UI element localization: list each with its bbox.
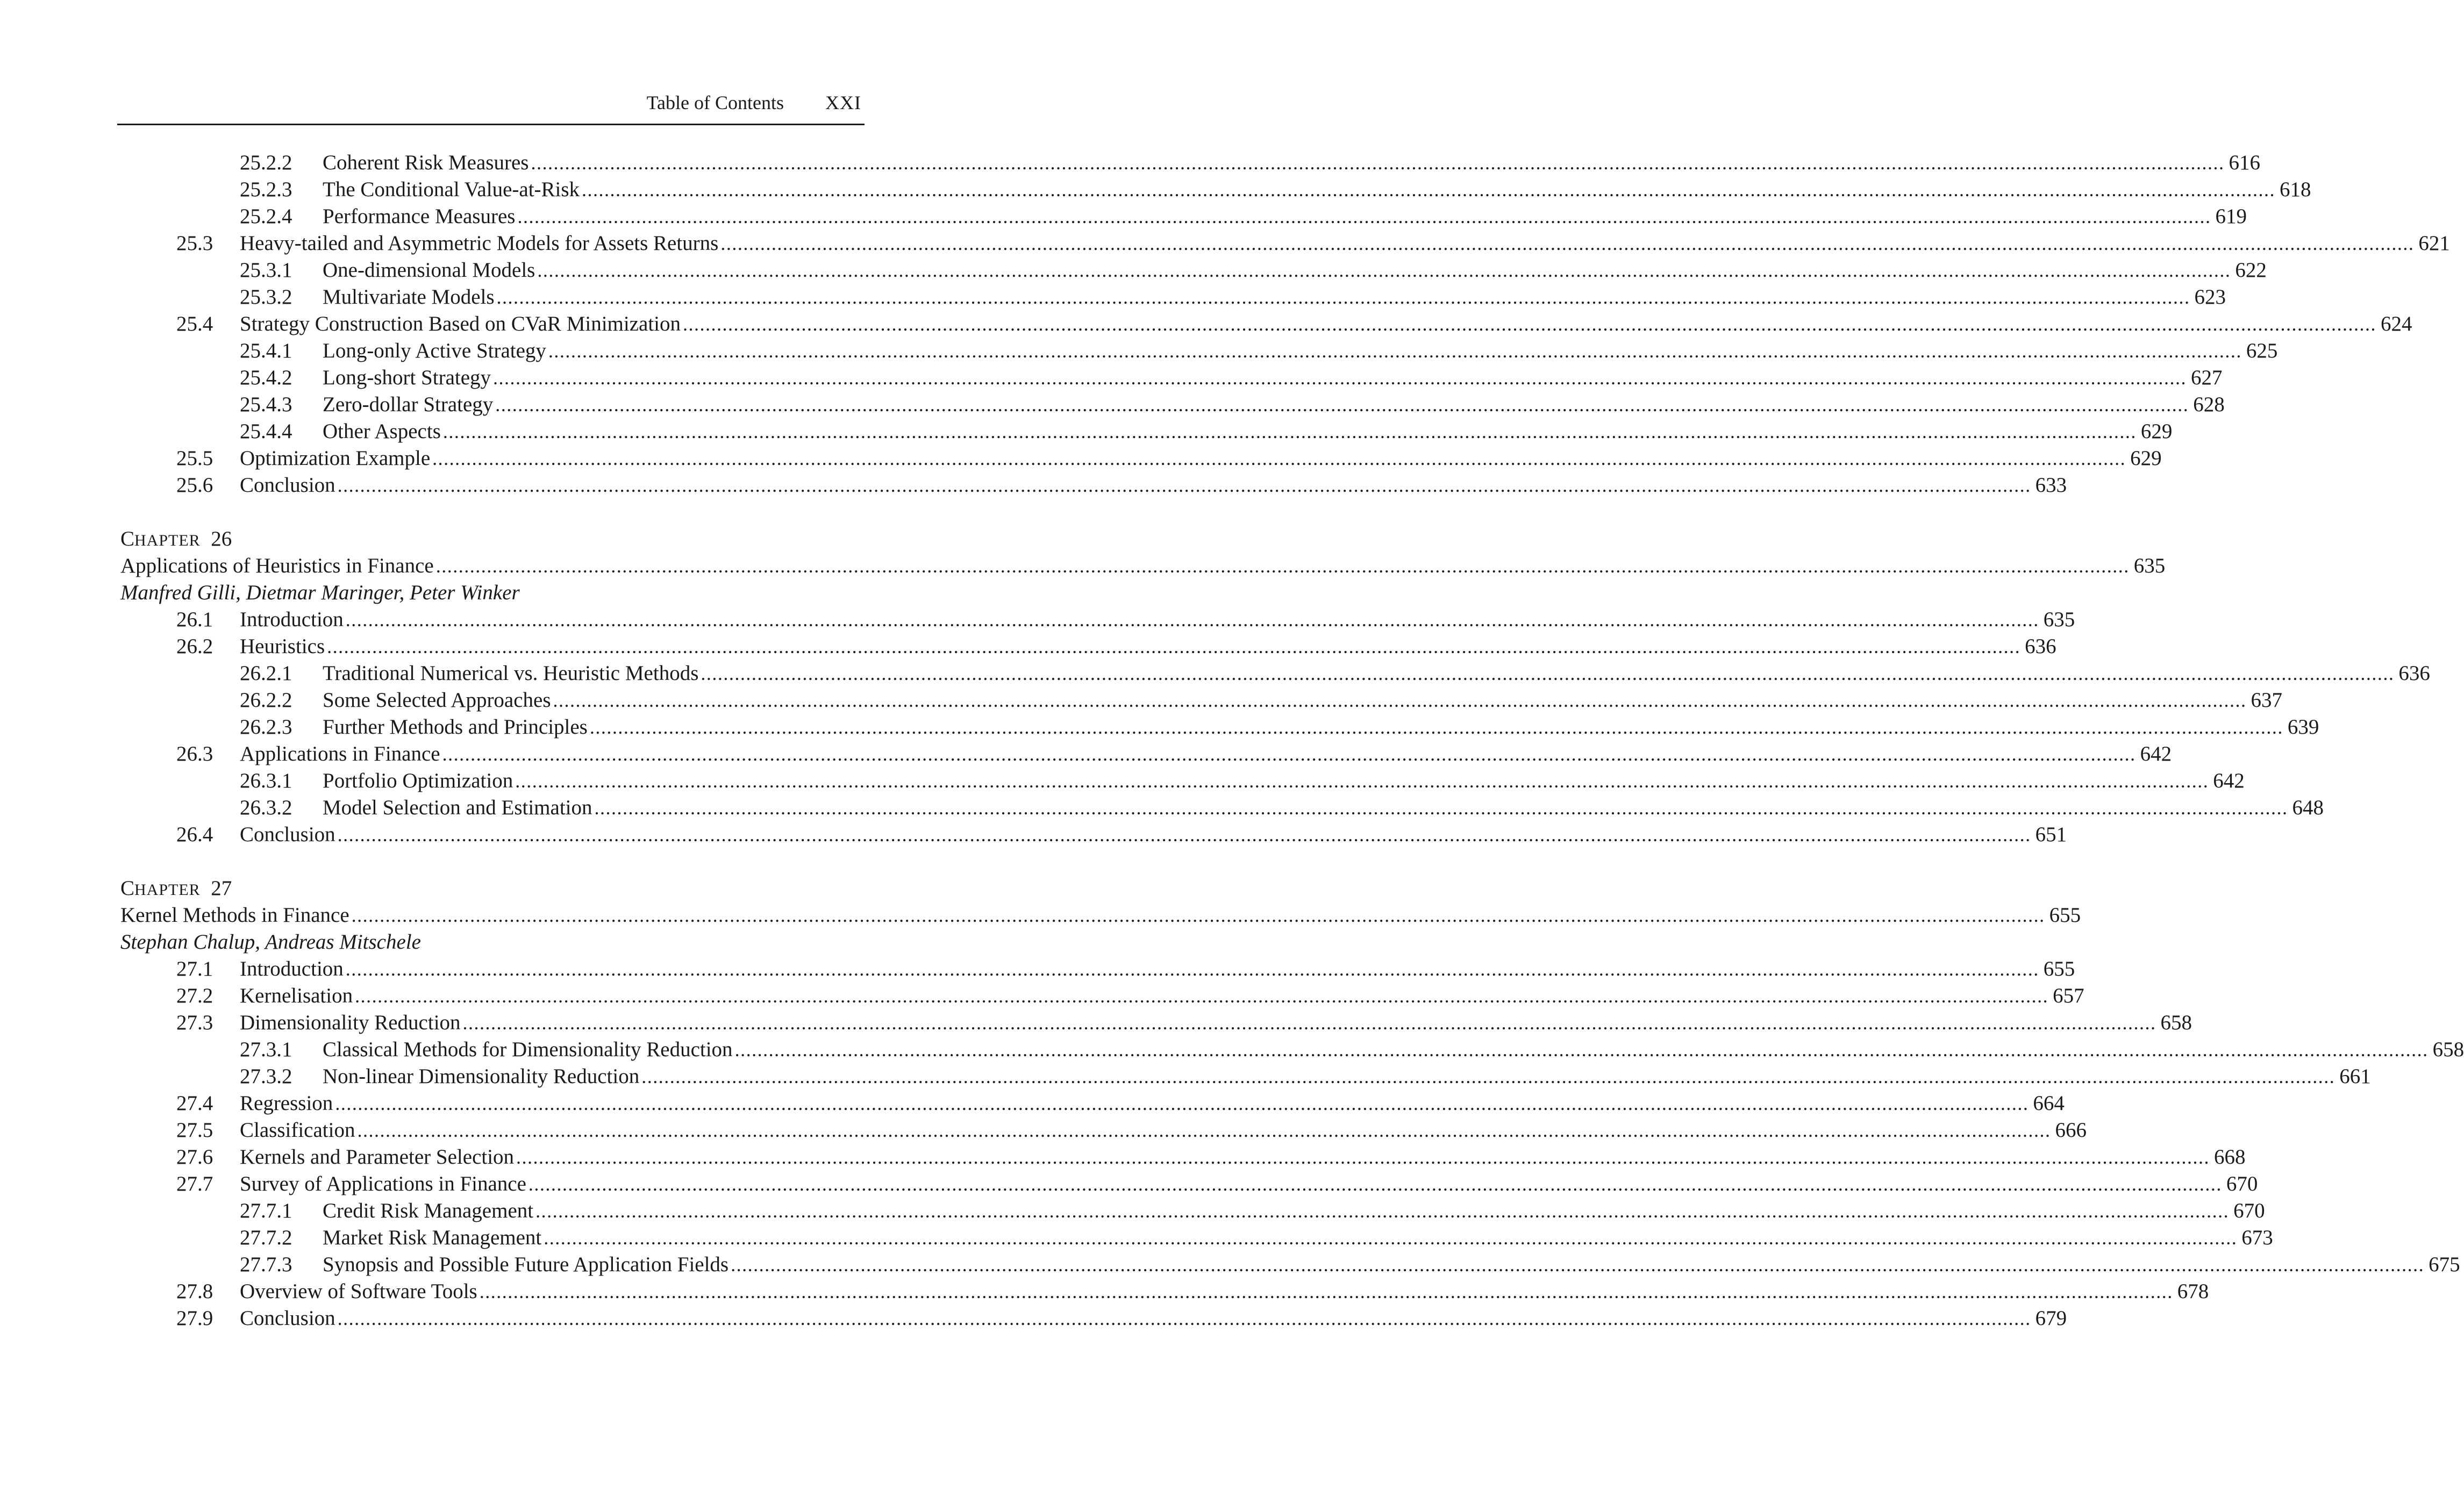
chapter-title-entry[interactable] <box>120 553 2166 579</box>
toc-entry[interactable] <box>120 1278 2209 1305</box>
toc-entry-page: 679 <box>2035 1307 2067 1330</box>
toc-entry[interactable] <box>120 1198 2265 1224</box>
toc-entry-title: Multivariate Models <box>323 285 495 309</box>
toc-entry-number: 26.2 <box>176 635 213 658</box>
toc-entry-number: 27.8 <box>176 1280 213 1303</box>
toc-entry-page: 673 <box>2241 1226 2273 1249</box>
toc-entry-title: Synopsis and Possible Future Application Fields <box>323 1253 729 1276</box>
toc-entry-number: 27.7.2 <box>240 1226 292 1249</box>
dot-leader: ............................................................................................................................................................................................................................................................................................................ <box>537 260 2231 281</box>
dot-leader: ............................................................................................................................................................................................................................................................................................................ <box>345 609 2039 630</box>
running-header <box>117 86 865 125</box>
chapter-page: 635 <box>2133 554 2166 577</box>
toc-entry[interactable] <box>120 391 2225 418</box>
toc-entry-title: Further Methods and Principles <box>323 715 588 739</box>
toc-entry[interactable] <box>120 176 2311 203</box>
toc-entry-title: Other Aspects <box>323 420 441 443</box>
toc-entry-title: Introduction <box>240 608 344 631</box>
toc-entry-title: Model Selection and Estimation <box>323 796 592 819</box>
dot-leader: ............................................................................................................................................................................................................................................................................................................ <box>582 179 2276 200</box>
toc-entry[interactable] <box>120 338 2278 364</box>
toc-entry[interactable] <box>120 821 2067 848</box>
toc-entry-page: 670 <box>2233 1199 2265 1222</box>
dot-leader: ............................................................................................................................................................................................................................................................................................................ <box>357 1120 2051 1141</box>
toc-entry-title: Conclusion <box>240 474 335 497</box>
toc-entry-title: Market Risk Management <box>323 1226 542 1249</box>
toc-entry-page: 666 <box>2055 1119 2087 1142</box>
toc-entry-number: 25.4.1 <box>240 339 292 362</box>
toc-entry-title: Optimization Example <box>240 447 431 470</box>
toc-entry-page: 622 <box>2235 259 2267 282</box>
chapter-number: 26 <box>211 527 232 550</box>
dot-leader: ............................................................................................................................................................................................................................................................................................................ <box>528 1173 2222 1195</box>
toc-entry-page: 637 <box>2251 689 2283 712</box>
dot-leader: ............................................................................................................................................................................................................................................................................................................ <box>327 636 2021 657</box>
toc-entry-number: 27.3.1 <box>240 1038 292 1061</box>
toc-entry-number: 25.3.1 <box>240 259 292 282</box>
running-header-page-number: XXI <box>825 92 861 113</box>
dot-leader: ............................................................................................................................................................................................................................................................................................................ <box>493 367 2187 389</box>
toc-entry-title: Portfolio Optimization <box>323 769 513 792</box>
toc-entry-page: 658 <box>2432 1038 2464 1061</box>
toc-entry-number: 26.2.1 <box>240 662 292 685</box>
toc-entry[interactable] <box>120 257 2267 284</box>
toc-entry[interactable] <box>120 1144 2246 1171</box>
toc-entry-page: 635 <box>2043 608 2075 631</box>
toc-entry-page: 651 <box>2035 823 2067 846</box>
toc-entry-number: 25.2.4 <box>240 205 292 228</box>
toc-entry-page: 678 <box>2177 1280 2209 1303</box>
toc-entry-number: 25.4 <box>176 312 213 335</box>
chapter-number: 27 <box>211 877 232 900</box>
dot-leader: ............................................................................................................................................................................................................................................................................................................ <box>594 797 2288 819</box>
toc-entry-page: 625 <box>2246 339 2278 362</box>
chapter-heading <box>120 526 862 553</box>
toc-entry[interactable] <box>120 1305 2067 1332</box>
dot-leader: ............................................................................................................................................................................................................................................................................................................ <box>544 1227 2238 1249</box>
toc-entry[interactable] <box>120 203 2247 230</box>
toc-entry-number: 26.3 <box>176 742 213 765</box>
toc-entry[interactable] <box>120 149 2260 176</box>
toc-entry-title: Survey of Applications in Finance <box>240 1172 526 1195</box>
toc-entry-number: 25.4.4 <box>240 420 292 443</box>
toc-entry-title: Non-linear Dimensionality Reduction <box>323 1065 640 1088</box>
toc-entry-number: 26.1 <box>176 608 213 631</box>
toc-entry[interactable] <box>120 1171 2258 1198</box>
dot-leader: ............................................................................................................................................................................................................................................................................................................ <box>701 663 2395 684</box>
toc-entry-number: 27.7.1 <box>240 1199 292 1222</box>
dot-leader: ............................................................................................................................................................................................................................................................................................................ <box>548 340 2242 362</box>
toc-entry[interactable] <box>120 1117 2087 1144</box>
dot-leader: ............................................................................................................................................................................................................................................................................................................ <box>335 1093 2029 1114</box>
toc-entry-title: Long-short Strategy <box>323 366 491 389</box>
toc-entry-title: Classical Methods for Dimensionality Reduction <box>323 1038 733 1061</box>
toc-entry[interactable] <box>120 472 2067 499</box>
toc-entry-page: 627 <box>2191 366 2223 389</box>
toc-entry-number: 25.4.3 <box>240 393 292 416</box>
dot-leader: ............................................................................................................................................................................................................................................................................................................ <box>734 1039 2429 1060</box>
chapter-label-rest: HAPTER <box>134 881 201 899</box>
dot-leader: ............................................................................................................................................................................................................................................................................................................ <box>517 206 2211 227</box>
toc-entry-page: 636 <box>2398 662 2430 685</box>
toc-entry-number: 26.3.1 <box>240 769 292 792</box>
dot-leader: ............................................................................................................................................................................................................................................................................................................ <box>641 1066 2336 1087</box>
chapter-label-initial: C <box>120 527 135 550</box>
toc-entry-number: 27.7 <box>176 1172 213 1195</box>
chapter-title: Kernel Methods in Finance <box>120 904 349 927</box>
toc-entry-number: 25.3 <box>176 232 213 255</box>
toc-entry-page: 642 <box>2140 742 2172 765</box>
toc-entry-title: Performance Measures <box>323 205 516 228</box>
toc-entry-page: 618 <box>2280 178 2311 201</box>
running-header-title: Table of Contents <box>646 92 784 113</box>
toc-entry-title: Kernelisation <box>240 984 353 1007</box>
toc-entry-title: Regression <box>240 1092 333 1115</box>
toc-entry-number: 25.4.2 <box>240 366 292 389</box>
toc-entry[interactable] <box>120 687 2283 714</box>
dot-leader: ............................................................................................................................................................................................................................................................................................................ <box>337 1308 2031 1329</box>
chapter-label-rest: HAPTER <box>134 532 201 549</box>
chapter-label-initial: C <box>120 877 135 900</box>
toc-entry-number: 25.6 <box>176 474 213 497</box>
toc-entry-page: 621 <box>2418 232 2450 255</box>
toc-entry[interactable] <box>120 956 2075 983</box>
toc-entry-number: 26.3.2 <box>240 796 292 819</box>
toc-entry-page: 633 <box>2035 474 2067 497</box>
dot-leader: ............................................................................................................................................................................................................................................................................................................ <box>442 421 2137 442</box>
dot-leader: ............................................................................................................................................................................................................................................................................................................ <box>442 743 2136 765</box>
chapter-page: 655 <box>2049 904 2081 927</box>
table-of-contents <box>120 149 2464 1332</box>
toc-entry-title: Kernels and Parameter Selection <box>240 1145 515 1169</box>
dot-leader: ............................................................................................................................................................................................................................................................................................................ <box>531 152 2225 174</box>
toc-entry-page: 668 <box>2214 1145 2246 1169</box>
dot-leader: ............................................................................................................................................................................................................................................................................................................ <box>495 394 2189 415</box>
toc-entry[interactable] <box>120 633 2056 660</box>
dot-leader: ............................................................................................................................................................................................................................................................................................................ <box>496 286 2190 308</box>
dot-leader: ............................................................................................................................................................................................................................................................................................................ <box>553 690 2247 711</box>
toc-entry[interactable] <box>120 741 2172 768</box>
toc-entry[interactable] <box>120 284 2226 311</box>
toc-entry[interactable] <box>120 1063 2371 1090</box>
chapter-authors: Stephan Chalup, Andreas Mitschele <box>120 930 421 954</box>
toc-entry-page: 629 <box>2130 447 2162 470</box>
dot-leader: ............................................................................................................................................................................................................................................................................................................ <box>435 555 2130 577</box>
toc-entry-page: 675 <box>2429 1253 2460 1276</box>
toc-entry-page: 661 <box>2339 1065 2371 1088</box>
toc-entry-page: 658 <box>2160 1011 2192 1034</box>
toc-entry-title: Dimensionality Reduction <box>240 1011 461 1034</box>
dot-leader: ............................................................................................................................................................................................................................................................................................................ <box>337 824 2031 845</box>
toc-entry[interactable] <box>120 1251 2460 1278</box>
toc-entry-page: 648 <box>2292 796 2324 819</box>
toc-entry-number: 25.3.2 <box>240 285 292 309</box>
toc-entry-number: 27.6 <box>176 1145 213 1169</box>
toc-entry[interactable] <box>120 445 2162 472</box>
toc-entry-page: 623 <box>2194 285 2226 309</box>
toc-entry-number: 27.9 <box>176 1307 213 1330</box>
toc-entry-page: 642 <box>2213 769 2245 792</box>
toc-entry[interactable] <box>120 1036 2464 1063</box>
dot-leader: ............................................................................................................................................................................................................................................................................................................ <box>479 1281 2173 1302</box>
toc-entry[interactable] <box>120 364 2223 391</box>
toc-entry-title: Overview of Software Tools <box>240 1280 477 1303</box>
toc-entry[interactable] <box>120 794 2324 821</box>
toc-entry-title: Some Selected Approaches <box>323 689 551 712</box>
toc-entry-title: Conclusion <box>240 823 335 846</box>
toc-entry-number: 27.4 <box>176 1092 213 1115</box>
chapter-title-entry[interactable] <box>120 902 2081 929</box>
toc-entry[interactable] <box>120 660 2430 687</box>
toc-entry[interactable] <box>120 1009 2192 1036</box>
dot-leader: ............................................................................................................................................................................................................................................................................................................ <box>355 985 2049 1007</box>
toc-entry[interactable] <box>120 1090 2065 1117</box>
dot-leader: ............................................................................................................................................................................................................................................................................................................ <box>731 1254 2425 1275</box>
toc-entry-number: 27.2 <box>176 984 213 1007</box>
toc-entry-page: 629 <box>2140 420 2173 443</box>
toc-entry-number: 26.2.3 <box>240 715 292 739</box>
toc-entry-page: 655 <box>2043 957 2075 980</box>
toc-entry[interactable] <box>120 418 2173 445</box>
toc-entry-title: Heavy-tailed and Asymmetric Models for Assets Returns <box>240 232 719 255</box>
toc-entry[interactable] <box>120 230 2450 257</box>
toc-entry-page: 639 <box>2287 715 2319 739</box>
toc-entry-page: 619 <box>2215 205 2247 228</box>
toc-entry-title: Long-only Active Strategy <box>323 339 546 362</box>
dot-leader: ............................................................................................................................................................................................................................................................................................................ <box>345 958 2039 980</box>
toc-entry-title: Heuristics <box>240 635 325 658</box>
dot-leader: ............................................................................................................................................................................................................................................................................................................ <box>535 1200 2230 1222</box>
toc-entry-number: 26.2.2 <box>240 689 292 712</box>
toc-entry-number: 25.5 <box>176 447 213 470</box>
toc-entry-title: Classification <box>240 1119 355 1142</box>
toc-entry-title: Introduction <box>240 957 344 980</box>
toc-entry[interactable] <box>120 983 2084 1009</box>
toc-entry-number: 27.3 <box>176 1011 213 1034</box>
chapter-authors: Manfred Gilli, Dietmar Maringer, Peter Winker <box>120 581 520 604</box>
toc-entry[interactable] <box>120 714 2319 741</box>
toc-entry-title: Applications in Finance <box>240 742 440 765</box>
toc-entry-number: 26.4 <box>176 823 213 846</box>
dot-leader: ............................................................................................................................................................................................................................................................................................................ <box>351 905 2045 926</box>
dot-leader: ............................................................................................................................................................................................................................................................................................................ <box>337 475 2031 496</box>
toc-entry-page: 624 <box>2381 312 2412 335</box>
toc-entry-title: Strategy Construction Based on CVaR Minimization <box>240 312 681 335</box>
toc-entry-number: 27.1 <box>176 957 213 980</box>
toc-entry-page: 636 <box>2025 635 2056 658</box>
toc-entry-title: Conclusion <box>240 1307 335 1330</box>
toc-entry[interactable] <box>120 1224 2273 1251</box>
chapter-heading <box>120 875 862 902</box>
dot-leader: ............................................................................................................................................................................................................................................................................................................ <box>589 716 2283 738</box>
toc-entry-title: Traditional Numerical vs. Heuristic Methods <box>323 662 699 685</box>
dot-leader: ............................................................................................................................................................................................................................................................................................................ <box>515 770 2209 792</box>
toc-entry-number: 27.3.2 <box>240 1065 292 1088</box>
toc-entry-page: 670 <box>2226 1172 2258 1195</box>
dot-leader: ............................................................................................................................................................................................................................................................................................................ <box>516 1146 2210 1168</box>
dot-leader: ............................................................................................................................................................................................................................................................................................................ <box>462 1012 2156 1034</box>
toc-entry[interactable] <box>120 768 2245 794</box>
toc-entry-title: One-dimensional Models <box>323 259 535 282</box>
toc-entry-number: 25.2.3 <box>240 178 292 201</box>
toc-entry[interactable] <box>120 606 2075 633</box>
dot-leader: ............................................................................................................................................................................................................................................................................................................ <box>720 233 2415 254</box>
toc-entry-page: 657 <box>2053 984 2084 1007</box>
dot-leader: ............................................................................................................................................................................................................................................................................................................ <box>683 313 2377 335</box>
toc-entry-title: Credit Risk Management <box>323 1199 534 1222</box>
toc-entry[interactable] <box>120 311 2412 338</box>
toc-entry-page: 664 <box>2033 1092 2065 1115</box>
toc-entry-number: 27.5 <box>176 1119 213 1142</box>
toc-entry-title: Zero-dollar Strategy <box>323 393 494 416</box>
toc-entry-number: 27.7.3 <box>240 1253 292 1276</box>
toc-entry-title: Coherent Risk Measures <box>323 151 529 174</box>
dot-leader: ............................................................................................................................................................................................................................................................................................................ <box>432 448 2126 469</box>
toc-entry-page: 616 <box>2229 151 2260 174</box>
toc-entry-page: 628 <box>2193 393 2225 416</box>
toc-entry-title: The Conditional Value-at-Risk <box>323 178 580 201</box>
chapter-title: Applications of Heuristics in Finance <box>120 554 434 577</box>
toc-entry-number: 25.2.2 <box>240 151 292 174</box>
